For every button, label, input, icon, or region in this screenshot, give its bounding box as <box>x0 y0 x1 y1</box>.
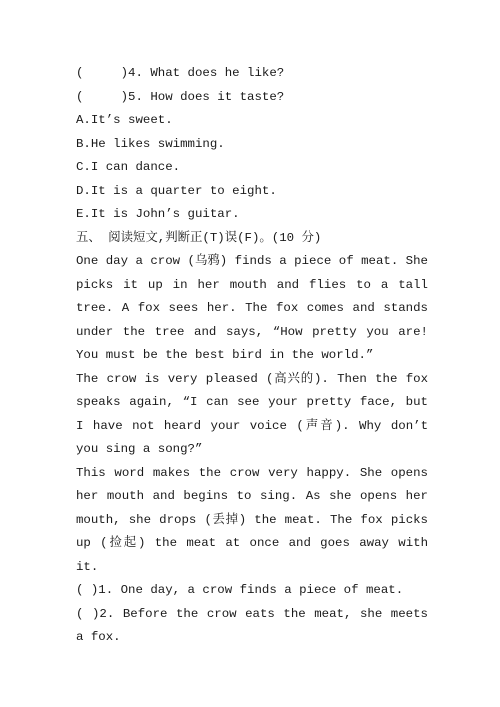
passage-paragraph-2: The crow is very pleased (高兴的). Then the fox speaks again, “I can see your pretty face, but I have not heard your voice (声音). Why don’t you sing a song?” <box>76 371 428 456</box>
passage-paragraph-3: This word makes the crow very happy. She opens her mouth and begins to sing. As she opens her mouth, she drops (丢掉) the meat. The fox picks up (捡起) the meat at once and goes away with it. <box>76 465 428 574</box>
option-c: C.I can dance. <box>76 160 181 174</box>
section-heading: 五、 阅读短文,判断正(T)误(F)。(10 分) <box>76 230 322 245</box>
option-d: D.It is a quarter to eight. <box>76 183 277 198</box>
passage-paragraph-1: One day a crow (乌鸦) finds a piece of meat. She picks it up in her mouth and flies to a tall tree. A fox sees her. The fox comes and stands under the tree and says, “How pretty you are! You must be the best bird in the world.” <box>76 254 428 362</box>
true-false-question-1: ( )1. One day, a crow finds a piece of meat. <box>76 583 404 597</box>
option-e: E.It is John’s guitar. <box>76 207 240 221</box>
question-4: ( )4. What does he like? <box>76 66 285 80</box>
document-page <box>76 62 428 650</box>
option-b: B.He likes swimming. <box>76 136 225 151</box>
true-false-question-2: ( )2. Before the crow eats the meat, she meets a fox. <box>76 606 428 644</box>
option-a: A.It’s sweet. <box>76 113 173 127</box>
question-5: ( )5. How does it taste? <box>76 89 285 104</box>
